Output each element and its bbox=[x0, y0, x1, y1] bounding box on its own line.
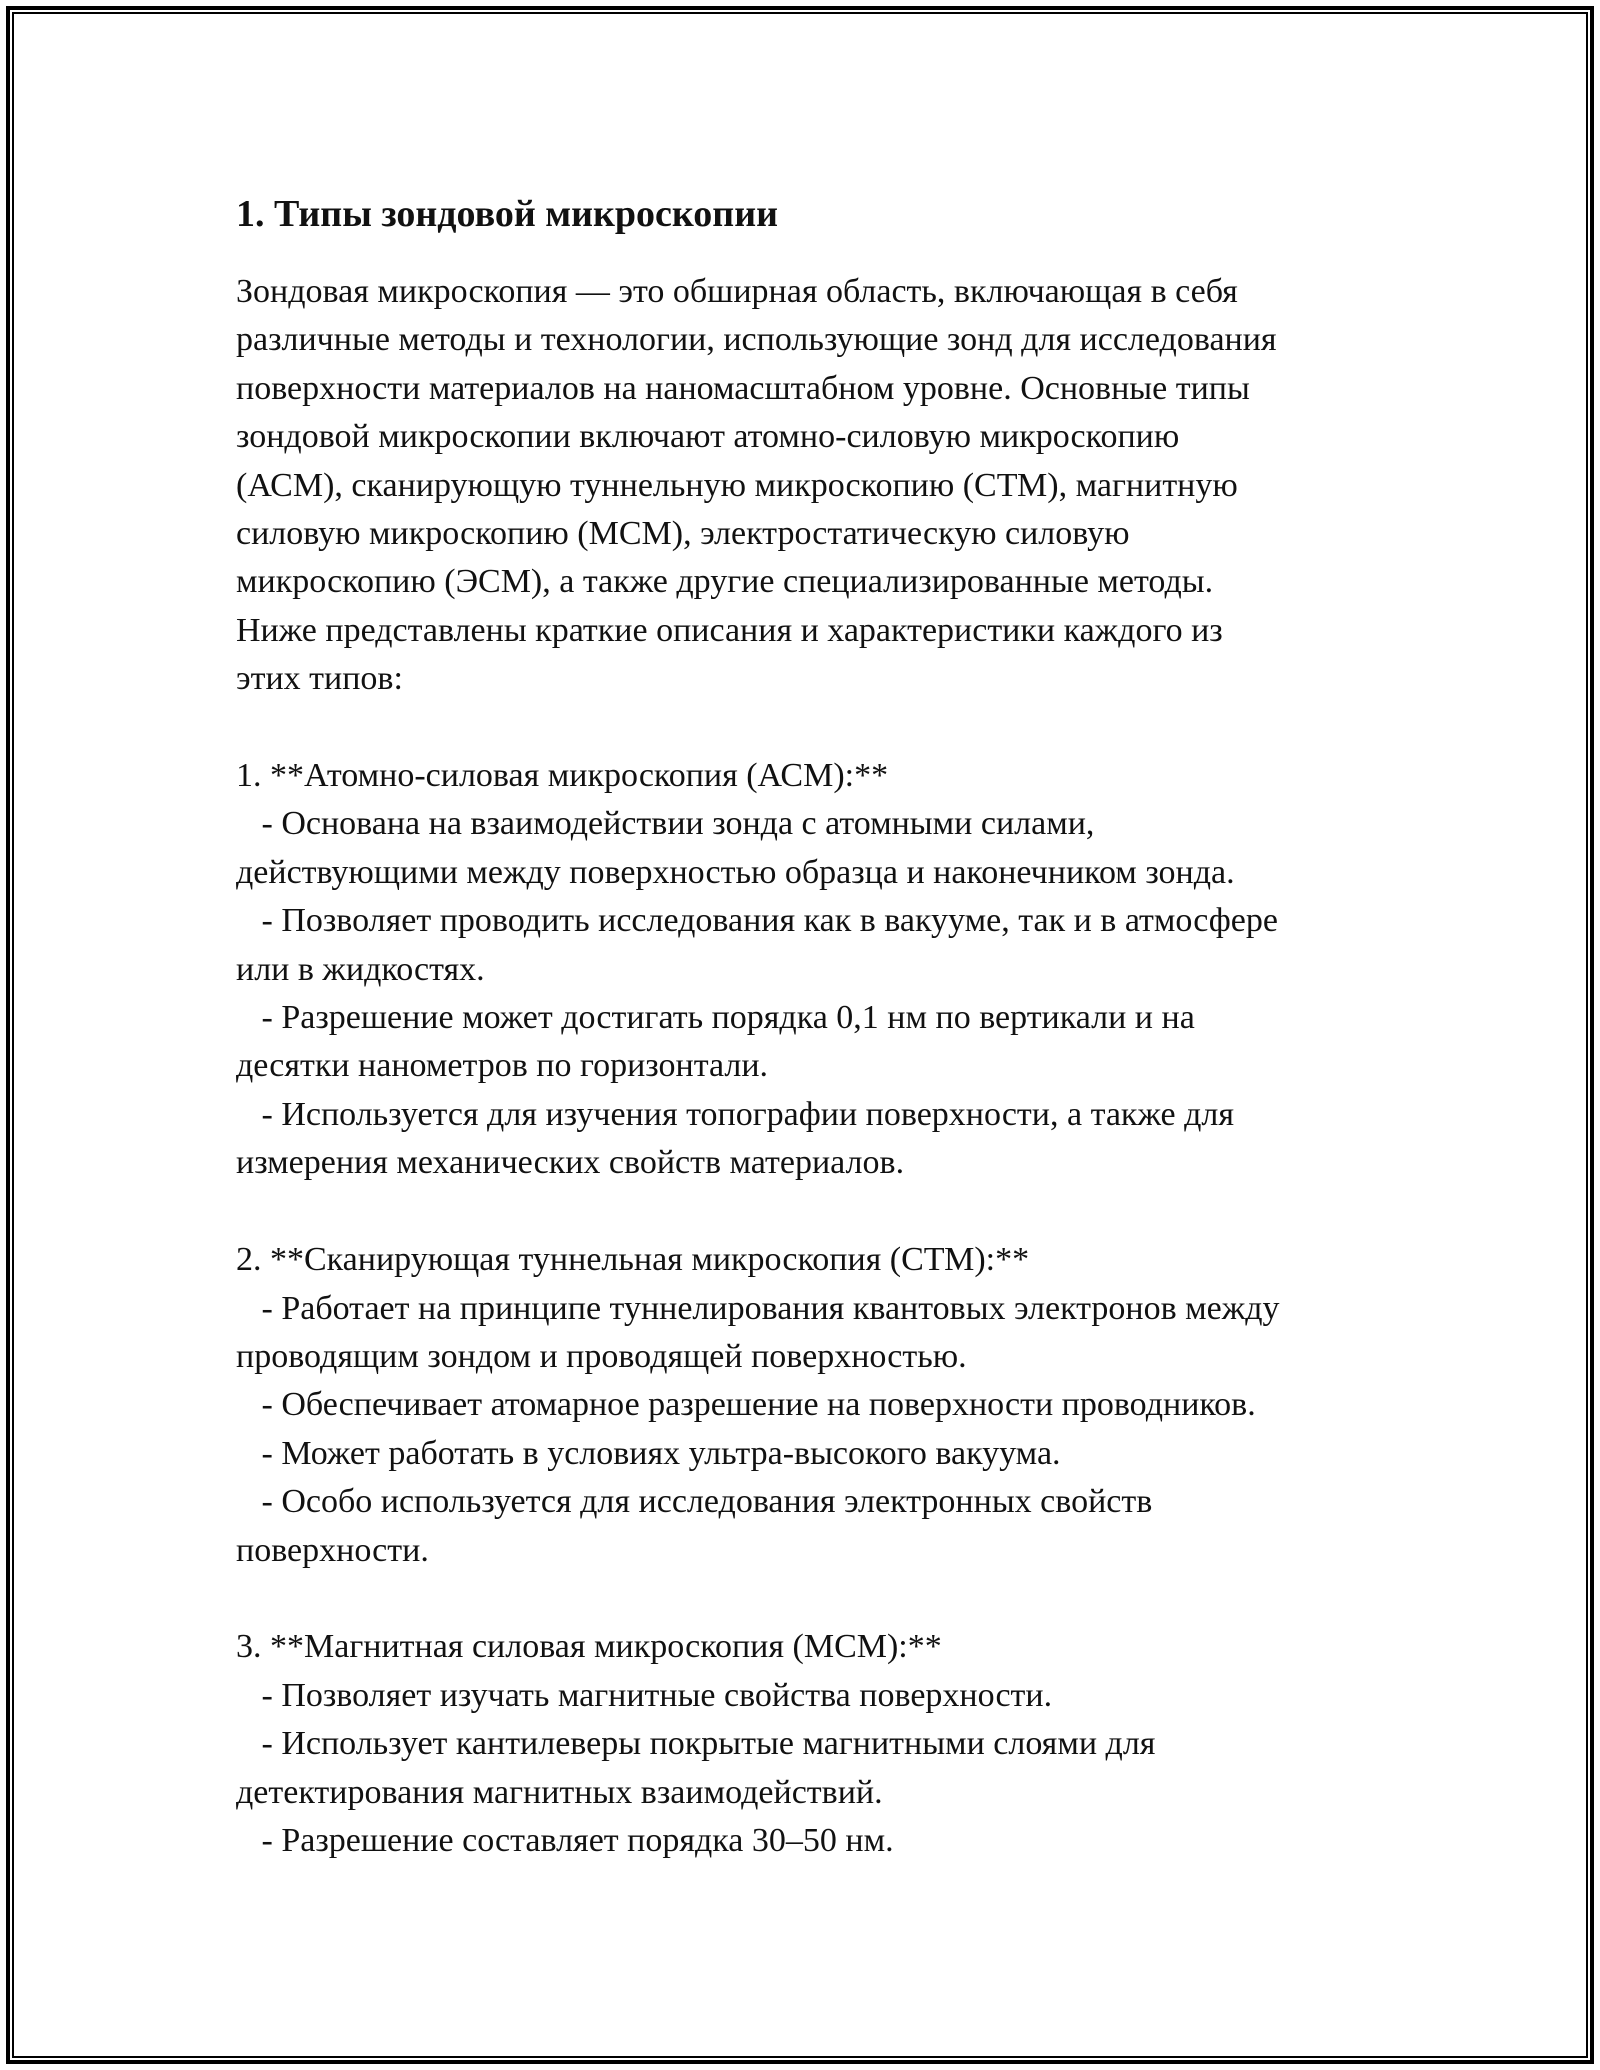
section-line: проводящим зондом и проводящей поверхностью. bbox=[236, 1337, 967, 1375]
section-heading: 3. **Магнитная силовая микроскопия (МСМ):** bbox=[236, 1628, 942, 1666]
intro-line: поверхности материалов на наномасштабном уровне. Основные типы bbox=[236, 369, 1250, 407]
paragraph-gap bbox=[236, 704, 1376, 752]
section-line: измерения механических свойств материалов. bbox=[236, 1144, 905, 1182]
intro-line: зондовой микроскопии включают атомно-силовую микроскопию bbox=[236, 418, 1180, 456]
section-line: поверхности. bbox=[236, 1531, 429, 1569]
section-line: десятки нанометров по горизонтали. bbox=[236, 1047, 769, 1085]
section-heading: 2. **Сканирующая туннельная микроскопия (СТМ):** bbox=[236, 1241, 1030, 1279]
document-body bbox=[236, 186, 1376, 1865]
intro-line: силовую микроскопию (МСМ), электростатическую силовую bbox=[236, 515, 1130, 553]
section-line: - Обеспечивает атомарное разрешение на поверхности проводников. bbox=[236, 1386, 1256, 1424]
section-line: - Основана на взаимодействии зонда с атомными силами, bbox=[236, 805, 1095, 843]
intro-paragraph bbox=[236, 268, 1376, 704]
section-line: или в жидкостях. bbox=[236, 950, 485, 988]
section-line: - Позволяет изучать магнитные свойства поверхности. bbox=[236, 1676, 1053, 1714]
section-line: детектирования магнитных взаимодействий. bbox=[236, 1773, 883, 1811]
section-mfm bbox=[236, 1623, 1376, 1865]
section-line: - Может работать в условиях ультра-высокого вакуума. bbox=[236, 1434, 1061, 1472]
section-line: - Использует кантилеверы покрытые магнитными слоями для bbox=[236, 1725, 1156, 1763]
section-line: - Разрешение составляет порядка 30–50 нм. bbox=[236, 1821, 894, 1859]
section-heading: 1. **Атомно-силовая микроскопия (АСМ):** bbox=[236, 757, 889, 795]
paragraph-gap bbox=[236, 1575, 1376, 1623]
document-title: 1. Типы зондовой микроскопии bbox=[236, 193, 778, 235]
intro-line: (АСМ), сканирующую туннельную микроскопию (СТМ), магнитную bbox=[236, 466, 1238, 504]
intro-line: этих типов: bbox=[236, 660, 403, 698]
section-line: - Позволяет проводить исследования как в вакууме, так и в атмосфере bbox=[236, 902, 1278, 940]
intro-line: различные методы и технологии, использующие зонд для исследования bbox=[236, 321, 1277, 359]
intro-line: микроскопию (ЭСМ), а также другие специализированные методы. bbox=[236, 563, 1214, 601]
section-line: - Работает на принципе туннелирования квантовых электронов между bbox=[236, 1289, 1280, 1327]
section-line: - Особо используется для исследования электронных свойств bbox=[236, 1483, 1153, 1521]
intro-line: Ниже представлены краткие описания и характеристики каждого из bbox=[236, 611, 1223, 649]
section-line: - Разрешение может достигать порядка 0,1 нм по вертикали и на bbox=[236, 999, 1195, 1037]
section-line: действующими между поверхностью образца и наконечником зонда. bbox=[236, 853, 1235, 891]
section-line: - Используется для изучения топографии поверхности, а также для bbox=[236, 1095, 1234, 1133]
section-stm bbox=[236, 1236, 1376, 1575]
intro-line: Зондовая микроскопия — это обширная область, включающая в себя bbox=[236, 273, 1238, 310]
paragraph-gap bbox=[236, 1188, 1376, 1236]
section-afm bbox=[236, 752, 1376, 1188]
